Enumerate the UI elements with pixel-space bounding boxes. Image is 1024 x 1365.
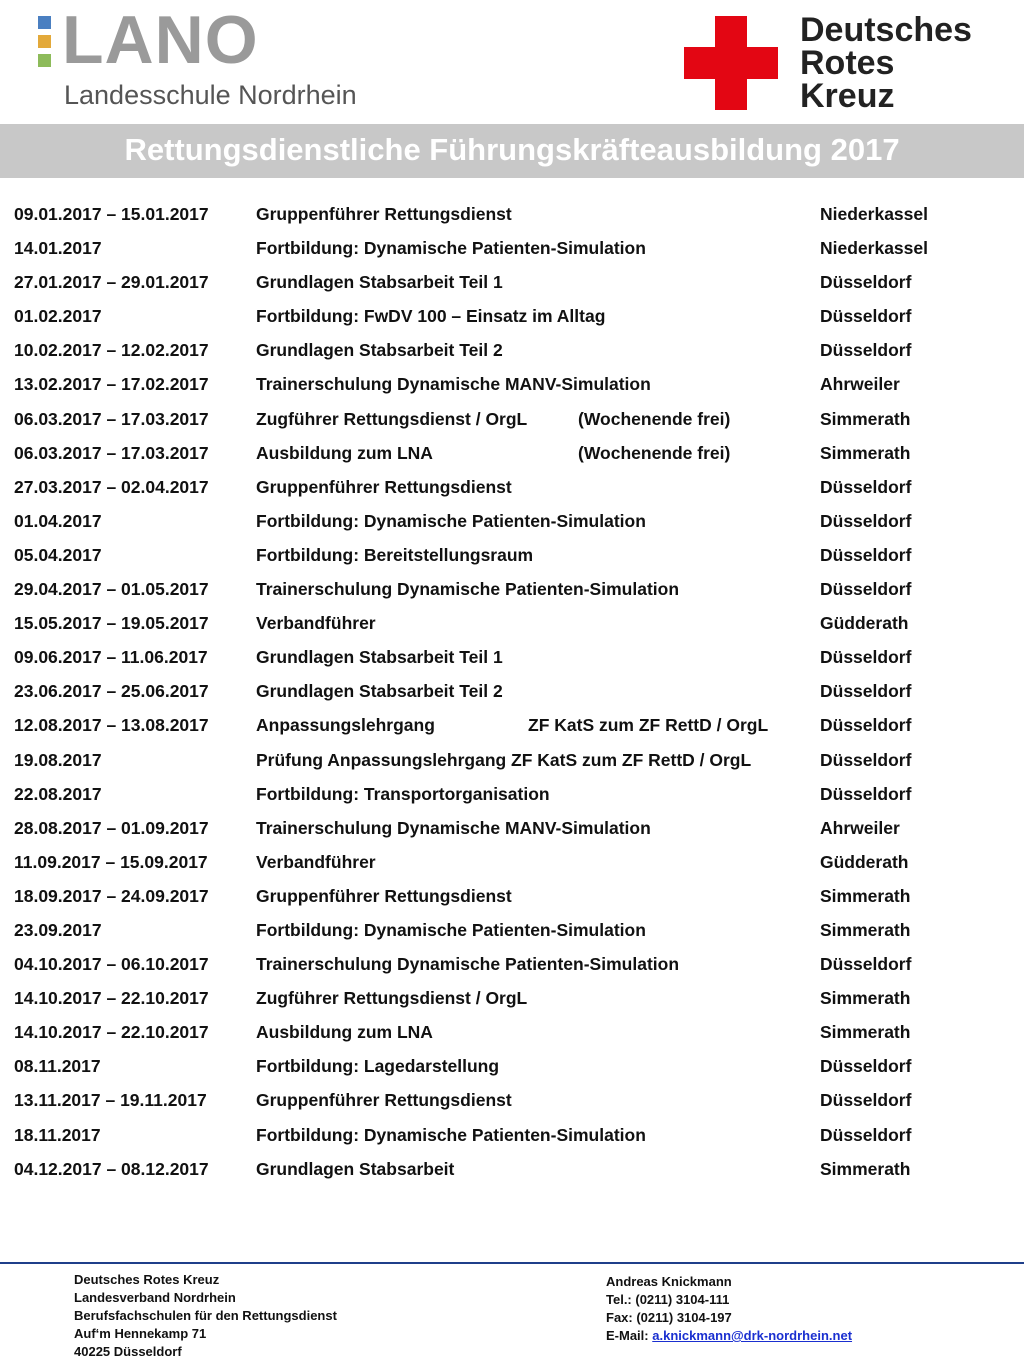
contact-email-label: E-Mail: [606,1328,649,1343]
schedule-row [14,299,1014,333]
course-title: Fortbildung: Dynamische Patienten-Simulation [256,919,646,940]
course-location: Düsseldorf [820,749,912,770]
lano-wordmark: LANO [62,2,259,78]
course-location: Düsseldorf [820,272,912,293]
footer-org-division: Landesverband Nordrhein [74,1290,236,1305]
course-location: Ahrweiler [820,374,900,395]
schedule-row [14,811,1014,845]
course-date: 13.11.2017 – 19.11.2017 [14,1090,207,1111]
footer-org-name: Deutsches Rotes Kreuz [74,1272,220,1287]
course-title: Fortbildung: Dynamische Patienten-Simulation [256,1124,646,1145]
schedule-row [14,1049,1014,1083]
footer-divider [0,1262,1024,1264]
course-date: 04.12.2017 – 08.12.2017 [14,1158,209,1179]
course-date: 05.04.2017 [14,544,102,565]
schedule-row [14,640,1014,674]
course-location: Güdderath [820,851,909,872]
course-date: 18.09.2017 – 24.09.2017 [14,885,209,906]
course-title: Grundlagen Stabsarbeit Teil 2 [256,340,503,361]
course-date: 01.02.2017 [14,306,102,327]
course-location: Simmerath [820,885,911,906]
course-title: Ausbildung zum LNA [256,442,433,463]
footer-contact [606,1273,852,1345]
schedule-row [14,504,1014,538]
course-location: Düsseldorf [820,647,912,668]
course-title: Zugführer Rettungsdienst / OrgL [256,408,528,429]
schedule-row [14,436,1014,470]
course-note: (Wochenende frei) [578,442,731,463]
schedule-row [14,606,1014,640]
course-date: 06.03.2017 – 17.03.2017 [14,408,209,429]
schedule-row [14,367,1014,401]
course-title: Anpassungslehrgang [256,715,435,736]
course-note: (Wochenende frei) [578,408,731,429]
schedule-row [14,231,1014,265]
footer-address [74,1271,337,1361]
course-location: Niederkassel [820,204,928,224]
course-location: Düsseldorf [820,476,912,497]
course-date: 29.04.2017 – 01.05.2017 [14,579,209,600]
course-location: Düsseldorf [820,681,912,702]
course-date: 14.10.2017 – 22.10.2017 [14,988,209,1009]
course-date: 09.06.2017 – 11.06.2017 [14,647,208,668]
title-bar [0,124,1024,178]
lano-square-blue [38,16,51,29]
drk-line-2: Rotes [800,44,895,82]
course-location: Düsseldorf [820,544,912,565]
course-date: 27.03.2017 – 02.04.2017 [14,476,209,497]
course-date: 23.06.2017 – 25.06.2017 [14,681,209,702]
footer-street: Auf‘m Hennekamp 71 [74,1326,207,1341]
course-date: 27.01.2017 – 29.01.2017 [14,272,209,293]
course-location: Düsseldorf [820,954,912,975]
schedule-row [14,743,1014,777]
schedule-row [14,1118,1014,1152]
course-title: Ausbildung zum LNA [256,1022,433,1043]
drk-line-3: Kreuz [800,77,895,115]
schedule-row [14,947,1014,981]
course-date: 01.04.2017 [14,510,102,531]
course-date: 14.01.2017 [14,238,102,259]
course-location: Simmerath [820,442,911,463]
schedule-row [14,708,1014,742]
schedule-row [14,981,1014,1015]
course-location: Düsseldorf [820,1124,912,1145]
schedule-row [14,265,1014,299]
schedule-row [14,1083,1014,1117]
drk-logo [684,11,1004,116]
course-date: 14.10.2017 – 22.10.2017 [14,1022,209,1043]
course-date: 10.02.2017 – 12.02.2017 [14,340,209,361]
course-date: 15.05.2017 – 19.05.2017 [14,613,209,634]
course-title: Grundlagen Stabsarbeit [256,1158,455,1179]
course-title: Prüfung Anpassungslehrgang ZF KatS zum ZF RettD / OrgL [256,749,752,770]
course-location: Güdderath [820,613,909,634]
course-title: Verbandführer [256,613,376,634]
course-title: Fortbildung: Transportorganisation [256,783,550,804]
course-location: Düsseldorf [820,340,912,361]
schedule-row [14,674,1014,708]
schedule-row [14,538,1014,572]
course-date: 06.03.2017 – 17.03.2017 [14,442,209,463]
schedule-row [14,333,1014,367]
course-note: ZF KatS zum ZF RettD / OrgL [528,715,769,736]
page-title: Rettungsdienstliche Führungskräfteausbildung 2017 [124,132,900,167]
lano-logo [38,2,358,112]
course-location: Simmerath [820,1158,911,1179]
red-cross-horizontal [684,47,778,79]
course-location: Düsseldorf [820,1056,912,1077]
course-date: 19.08.2017 [14,749,102,770]
course-title: Trainerschulung Dynamische MANV-Simulation [256,374,651,395]
course-title: Fortbildung: FwDV 100 – Einsatz im Alltag [256,306,606,327]
course-location: Ahrweiler [820,817,900,838]
course-title: Gruppenführer Rettungsdienst [256,1090,512,1111]
course-location: Simmerath [820,919,911,940]
contact-email-link[interactable]: a.knickmann@drk-nordrhein.net [652,1328,853,1343]
course-date: 12.08.2017 – 13.08.2017 [14,715,209,736]
course-title: Trainerschulung Dynamische Patienten-Simulation [256,954,680,975]
course-date: 13.02.2017 – 17.02.2017 [14,374,209,395]
course-title: Trainerschulung Dynamische MANV-Simulation [256,817,651,838]
course-location: Düsseldorf [820,579,912,600]
lano-subtitle: Landesschule Nordrhein [64,80,357,110]
footer-org-school: Berufsfachschulen für den Rettungsdienst [74,1308,337,1323]
course-date: 18.11.2017 [14,1124,101,1145]
course-title: Fortbildung: Dynamische Patienten-Simulation [256,510,646,531]
course-title: Fortbildung: Bereitstellungsraum [256,544,534,565]
course-title: Grundlagen Stabsarbeit Teil 1 [256,272,503,293]
contact-name: Andreas Knickmann [606,1274,732,1289]
course-location: Düsseldorf [820,715,912,736]
course-schedule [14,197,1014,1186]
course-title: Grundlagen Stabsarbeit Teil 1 [256,647,503,668]
course-title: Fortbildung: Lagedarstellung [256,1056,500,1077]
course-location: Düsseldorf [820,1090,912,1111]
drk-wordmark [800,11,972,115]
schedule-row [14,572,1014,606]
course-title: Gruppenführer Rettungsdienst [256,476,512,497]
schedule-row [14,845,1014,879]
course-date: 23.09.2017 [14,919,102,940]
course-location: Düsseldorf [820,306,912,327]
lano-square-orange [38,35,51,48]
course-title: Gruppenführer Rettungsdienst [256,885,512,906]
course-location: Simmerath [820,1022,911,1043]
page-header [0,0,1024,124]
course-location: Simmerath [820,988,911,1009]
schedule-row [14,777,1014,811]
contact-email-row [606,1327,852,1345]
schedule-row [14,1015,1014,1049]
course-title: Zugführer Rettungsdienst / OrgL [256,988,528,1009]
drk-line-1: Deutsches [800,11,972,49]
course-title: Fortbildung: Dynamische Patienten-Simulation [256,238,646,259]
course-date: 04.10.2017 – 06.10.2017 [14,954,209,975]
course-title: Trainerschulung Dynamische Patienten-Simulation [256,579,680,600]
course-date: 09.01.2017 – 15.01.2017 [14,204,209,224]
course-location: Düsseldorf [820,783,912,804]
schedule-row [14,402,1014,436]
schedule-row [14,1152,1014,1186]
lano-square-green [38,54,51,67]
schedule-row [14,879,1014,913]
course-title: Gruppenführer Rettungsdienst [256,204,512,224]
contact-fax: Fax: (0211) 3104-197 [606,1310,732,1325]
course-location: Düsseldorf [820,510,912,531]
contact-phone: Tel.: (0211) 3104-111 [606,1292,730,1307]
schedule-row [14,913,1014,947]
course-date: 22.08.2017 [14,783,102,804]
course-title: Verbandführer [256,851,376,872]
course-location: Niederkassel [820,238,928,259]
course-date: 08.11.2017 [14,1056,101,1077]
course-title: Grundlagen Stabsarbeit Teil 2 [256,681,503,702]
red-cross-icon [684,16,778,110]
schedule-row [14,470,1014,504]
course-date: 11.09.2017 – 15.09.2017 [14,851,208,872]
schedule-row [14,197,1014,231]
footer-city: 40225 Düsseldorf [74,1344,182,1359]
course-date: 28.08.2017 – 01.09.2017 [14,817,209,838]
course-location: Simmerath [820,408,911,429]
